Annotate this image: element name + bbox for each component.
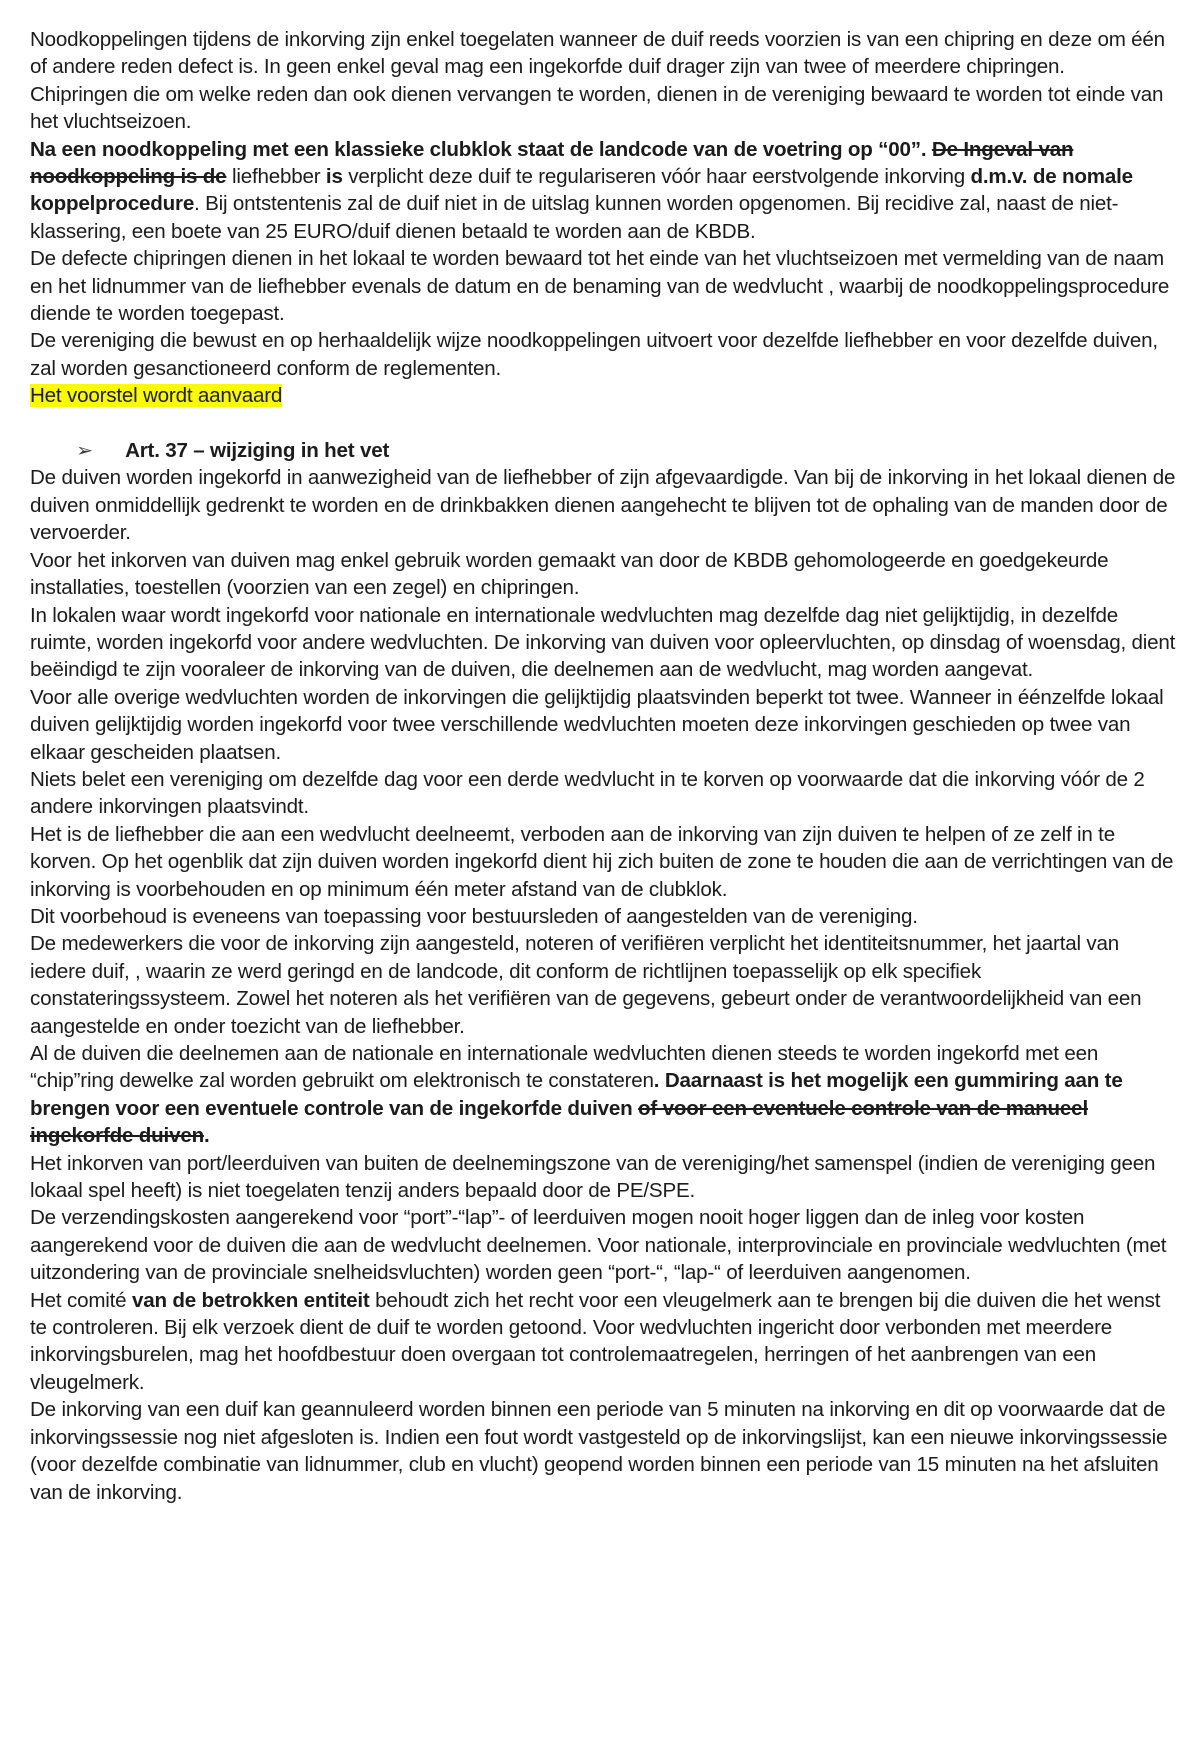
paragraph — [30, 1287, 1176, 1397]
text-run: . Daarnaast is het mogelijk een gummiring aan te brengen voor een eventuele controle van de ingekorfde duiven — [30, 1069, 1123, 1120]
arrow-bullet-icon: ➢ — [76, 440, 94, 461]
paragraph — [30, 81, 1176, 136]
text-run: verplicht deze duif te regulariseren vóór haar eerstvolgende inkorving — [342, 165, 971, 189]
paragraph — [30, 602, 1176, 684]
text-run: Noodkoppelingen tijdens de inkorving zijn enkel toegelaten wanneer de duif reeds voorzien is van een chipring en deze om één of andere reden defect is. In geen enkel geval mag een ingekorfde duif drager zijn van twee of meerdere chipringen. — [30, 28, 1165, 79]
paragraph — [30, 136, 1176, 246]
paragraph — [30, 1150, 1176, 1205]
paragraph — [30, 547, 1176, 602]
text-run: behoudt zich het recht voor een vleugelmerk aan te brengen bij die duiven die het wenst te controleren. Bij elk verzoek dient de duif te worden getoond. Voor wedvluchten ingericht door verbonden met meerdere inkorvingsburelen, mag het hoofdbestuur doen overgaan tot controlemaatregelen, herringen of het aanbrengen van een vleugelmerk. — [30, 1288, 1161, 1394]
text-run: liefhebber — [226, 165, 326, 189]
paragraph — [30, 464, 1176, 546]
paragraph — [30, 327, 1176, 382]
text-run: Na een noodkoppeling met een klassieke clubklok staat de landcode van de voetring op “00”. — [30, 137, 932, 161]
paragraph — [30, 26, 1176, 81]
text-run: De Ingeval van noodkoppeling is de — [30, 137, 1074, 189]
text-run: De inkorving van een duif kan geannuleerd worden binnen een periode van 5 minuten na inkorving en dit op voorwaarde dat de inkorvingssessie nog niet afgesloten is. Indien een fout wordt vastgesteld op de inkorvingslijst, kan een nieuwe inkorvingssessie (voor dezelfde combinatie van lidnummer, club en vlucht) geopend worden binnen een periode van 15 minuten na het afsluiten van de inkorving. — [30, 1398, 1168, 1504]
text-run: Voor alle overige wedvluchten worden de inkorvingen die gelijktijdig plaatsvinden beperkt tot twee. Wanneer in éénzelfde lokaal duiven gelijktijdig worden ingekorfd voor twee verschillende wedvluchten moeten deze inkorvingen geschieden op twee van elkaar gescheiden plaatsen. — [30, 685, 1164, 764]
paragraph — [30, 1204, 1176, 1286]
text-run: Het inkorven van port/leerduiven van buiten de deelnemingszone van de vereniging/het samenspel (indien de vereniging geen lokaal spel heeft) is niet toegelaten tenzij anders bepaald door de PE/SPE. — [30, 1151, 1156, 1203]
text-run: d.m.v. de nomale koppelprocedure — [30, 165, 1133, 216]
text-run: Voor het inkorven van duiven mag enkel gebruik worden gemaakt van door de KBDB gehomologeerde en goedgekeurde installaties, toestellen (voorzien van een zegel) en chipringen. — [30, 548, 1109, 600]
text-run: of voor een eventuele controle van de manueel ingekorfde duiven — [30, 1096, 1088, 1148]
text-run: De vereniging die bewust en op herhaaldelijk wijze noodkoppelingen uitvoert voor dezelfde liefhebber en voor dezelfde duiven, zal worden gesanctioneerd conform de reglementen. — [30, 329, 1158, 380]
paragraph — [30, 1040, 1176, 1150]
text-run: is — [325, 165, 343, 189]
paragraph — [30, 903, 1176, 930]
text-run: . Bij ontstentenis zal de duif niet in de uitslag kunnen worden opgenomen. Bij recidive zal, naast de niet-klassering, een boete van 25 EURO/duif dienen betaald te worden aan de KBDB. — [30, 192, 1119, 243]
paragraph — [30, 1396, 1176, 1506]
paragraph — [30, 245, 1176, 327]
text-run: De duiven worden ingekorfd in aanwezigheid van de liefhebber of zijn afgevaardigde. Van bij de inkorving in het lokaal dienen de duiven onmiddellijk gedrenkt te worden en de drinkbakken dienen aangehecht te blijven tot de ophaling van de manden door de vervoerder. — [30, 466, 1176, 545]
text-run: Niets belet een vereniging om dezelfde dag voor een derde wedvlucht in te korven op voorwaarde dat die inkorving vóór de 2 andere inkorvingen plaatsvindt. — [30, 767, 1145, 819]
highlighted-text-run: Het voorstel wordt aanvaard — [30, 384, 283, 408]
text-run: . — [203, 1124, 210, 1148]
text-run: Het comité — [30, 1288, 132, 1312]
text-run: Chipringen die om welke reden dan ook dienen vervangen te worden, dienen in de vereniging bewaard te worden tot einde van het vluchtseizoen. — [30, 82, 1164, 134]
paragraph — [30, 930, 1176, 1040]
text-run: van de betrokken entiteit — [131, 1288, 370, 1312]
text-run: Dit voorbehoud is eveneens van toepassing voor bestuursleden of aangestelden van de vereniging. — [30, 904, 918, 928]
article-heading — [30, 437, 1176, 464]
text-run: Art. 37 – wijziging in het vet — [125, 439, 390, 463]
paragraph — [30, 766, 1176, 821]
text-run: De defecte chipringen dienen in het lokaal te worden bewaard tot het einde van het vluchtseizoen met vermelding van de naam en het lidnummer van de liefhebber evenals de datum en de benaming van de wedvlucht , waarbij de noodkoppelingsprocedure diende te worden toegepast. — [30, 247, 1170, 326]
text-run: Al de duiven die deelnemen aan de nationale en internationale wedvluchten dienen steeds te worden ingekorfd met een “chip”ring dewelke zal worden gebruikt om elektronisch te constateren — [30, 1042, 1099, 1093]
paragraph-spacer — [30, 410, 1176, 437]
paragraph — [30, 821, 1176, 903]
text-run: De verzendingskosten aangerekend voor “port”-“lap”- of leerduiven mogen nooit hoger liggen dan de inleg voor kosten aangerekend voor de duiven die aan de wedvlucht deelnemen. Voor nationale, interprovinciale en provinciale wedvluchten (met uitzondering van de provinciale snelheidsvluchten) worden geen “port-“, “lap-“ of leerduiven aangenomen. — [30, 1206, 1167, 1285]
paragraph — [30, 382, 1176, 409]
text-run: Het is de liefhebber die aan een wedvlucht deelneemt, verboden aan de inkorving van zijn duiven te helpen of ze zelf in te korven. Op het ogenblik dat zijn duiven worden ingekorfd dient hij zich buiten de zone te houden die aan de verrichtingen van de inkorving is voorbehouden en op minimum één meter afstand van de clubklok. — [30, 822, 1174, 901]
paragraph — [30, 684, 1176, 766]
text-run: In lokalen waar wordt ingekorfd voor nationale en internationale wedvluchten mag dezelfde dag niet gelijktijdig, in dezelfde ruimte, worden ingekorfd voor andere wedvluchten. De inkorving van duiven voor opleervluchten, op dinsdag of woensdag, dient beëindigd te zijn vooraleer de inkorving van de duiven, die deelnemen aan de wedvlucht, mag worden aangevat. — [30, 603, 1176, 682]
text-run: De medewerkers die voor de inkorving zijn aangesteld, noteren of verifiëren verplicht het identiteitsnummer, het jaartal van iedere duif, , waarin ze werd geringd en de landcode, dit conform de richtlijnen toepasselijk op elk specifiek constateringssysteem. Zowel het noteren als het verifiëren van de gegevens, gebeurt onder de verantwoordelijkheid van een aangestelde en onder toezicht van de liefhebber. — [30, 932, 1142, 1038]
